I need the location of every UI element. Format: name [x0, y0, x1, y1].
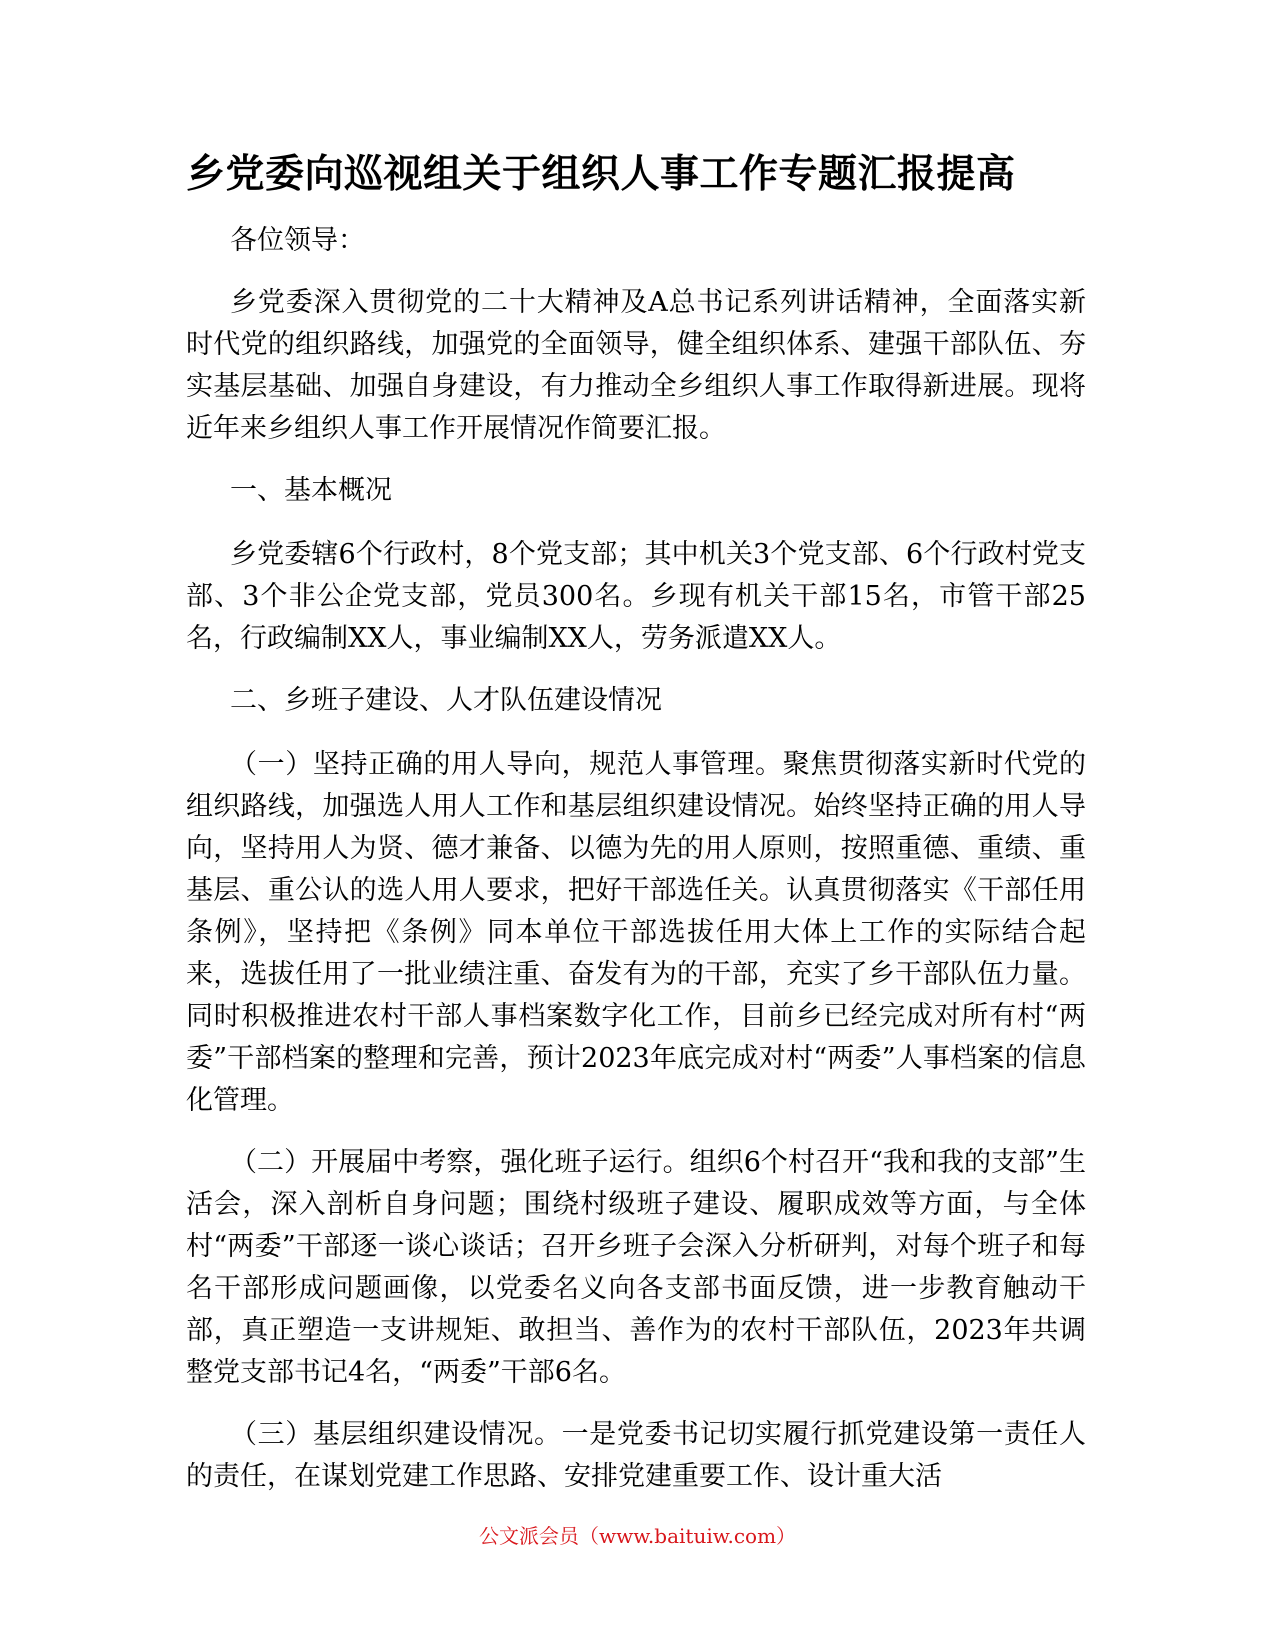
- paragraph-intro: 乡党委深入贯彻党的二十大精神及A总书记系列讲话精神，全面落实新时代党的组织路线，加强党的全面领导，健全组织体系、建强干部队伍、夯实基层基础、加强自身建设，有力推动全乡组织人事工作取得新进展。现将近年来乡组织人事工作开展情况作简要汇报。: [186, 287, 1086, 444]
- section-2-2-paragraph: （二）开展届中考察，强化班子运行。组织6个村召开“我和我的支部”生活会，深入剖析自身问题；围绕村级班子建设、履职成效等方面，与全体村“两委”干部逐一谈心谈话；召开乡班子会深入分析研判，对每个班子和每名干部形成问题画像，以党委名义向各支部书面反馈，进一步教育触动干部，真正塑造一支讲规矩、敢担当、善作为的农村干部队伍，2023年共调整党支部书记4名，“两委”干部6名。: [186, 1147, 1086, 1388]
- section-1-body: 乡党委辖6个行政村，8个党支部；其中机关3个党支部、6个行政村党支部、3个非公企党支部，党员300名。乡现有机关干部15名，市管干部25名，行政编制XX人，事业编制XX人，劳务派遣XX人。: [186, 539, 1086, 654]
- section-2-heading: 二、乡班子建设、人才队伍建设情况: [230, 685, 662, 716]
- document-page: [186, 148, 1086, 1518]
- section-2-3-paragraph: （三）基层组织建设情况。一是党委书记切实履行抓党建设第一责任人的责任，在谋划党建工作思路、安排党建重要工作、设计重大活: [186, 1419, 1086, 1492]
- section-2-1-paragraph: （一）坚持正确的用人导向，规范人事管理。聚焦贯彻落实新时代党的组织路线，加强选人用人工作和基层组织建设情况。始终坚持正确的用人导向，坚持用人为贤、德才兼备、以德为先的用人原则，按照重德、重绩、重基层、重公认的选人用人要求，把好干部选任关。认真贯彻落实《干部任用条例》，坚持把《条例》同本单位干部选拔任用大体上工作的实际结合起来，选拔任用了一批业绩注重、奋发有为的干部，充实了乡干部队伍力量。同时积极推进农村干部人事档案数字化工作，目前乡已经完成对所有村“两委”干部档案的整理和完善，预计2023年底完成对村“两委”人事档案的信息化管理。: [186, 749, 1086, 1116]
- footer-watermark: 公文派会员（www.baituiw.com）: [478, 1524, 797, 1548]
- paragraph-greeting: 各位领导：: [230, 225, 365, 256]
- section-1-heading: 一、基本概况: [230, 475, 392, 506]
- document-title: 乡党委向巡视组关于组织人事工作专题汇报提高: [186, 152, 1016, 197]
